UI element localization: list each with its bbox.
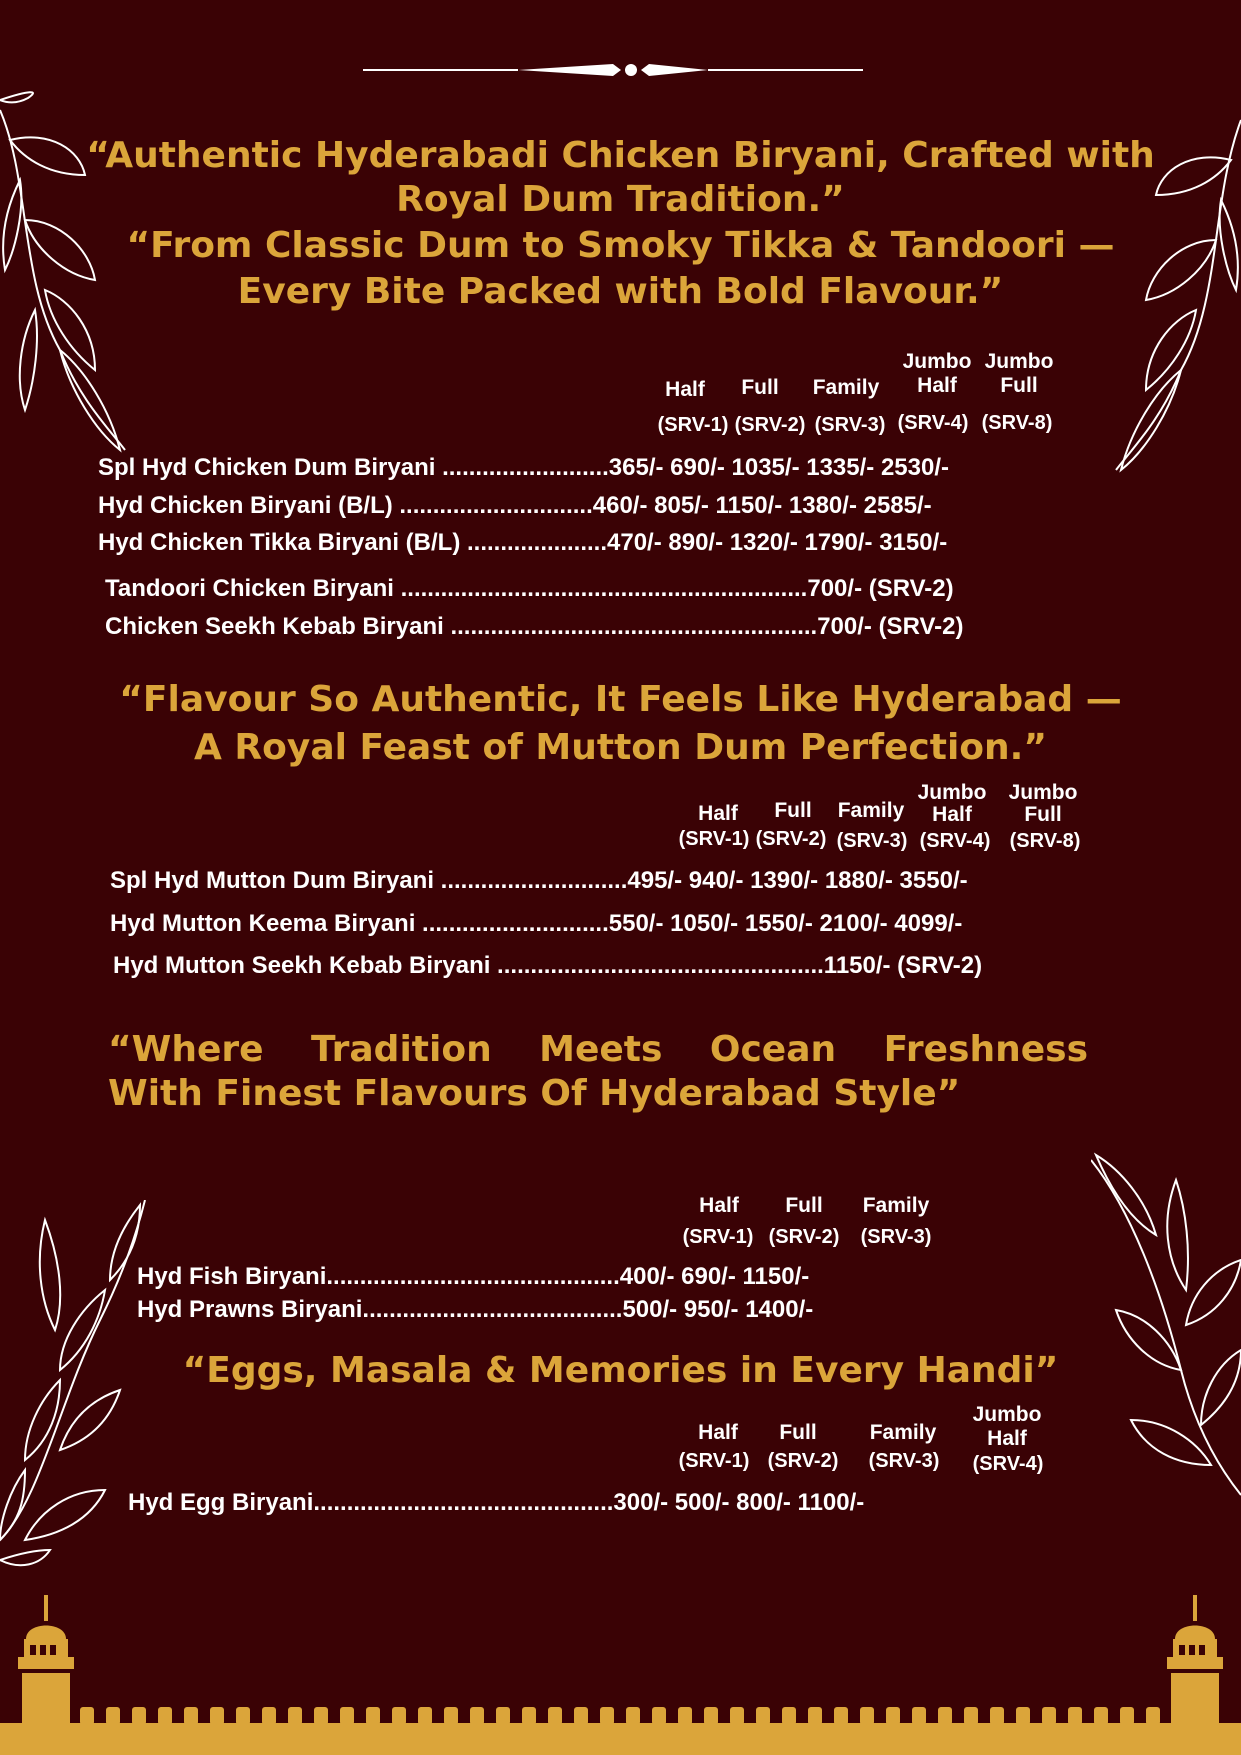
- wall-merlon: [730, 1707, 744, 1725]
- chicken-col-jumbo-half: Jumbo Half: [902, 350, 972, 397]
- chicken-col-full: Full: [741, 376, 779, 399]
- wall-merlon: [132, 1707, 146, 1725]
- mutton-col-family: Family: [837, 799, 905, 822]
- seafood-heading-line-1: “Where Tradition Meets Ocean Freshness: [108, 1029, 1088, 1070]
- wall-merlon: [990, 1707, 1004, 1725]
- wall-merlon: [470, 1707, 484, 1725]
- wall-merlon: [80, 1707, 94, 1725]
- seafood-heading-line-2: With Finest Flavours Of Hyderabad Style”: [108, 1073, 961, 1114]
- wall-merlon: [912, 1707, 926, 1725]
- seafood-col-full: Full: [785, 1194, 823, 1217]
- wall-merlon: [392, 1707, 406, 1725]
- wall-merlon: [704, 1707, 718, 1725]
- wall-merlon: [158, 1707, 172, 1725]
- wall-merlon: [496, 1707, 510, 1725]
- egg-srv-1: (SRV-1): [678, 1450, 750, 1472]
- wall-merlon: [756, 1707, 770, 1725]
- wall-merlon: [288, 1707, 302, 1725]
- chicken-row-5: Chicken Seekh Kebab Biryani .......................................................700/- (SRV-2): [105, 613, 964, 640]
- mutton-col-full: Full: [774, 799, 812, 822]
- chicken-row-1: Spl Hyd Chicken Dum Biryani .........................365/- 690/- 1035/- 1335/- 2530/-: [98, 454, 950, 481]
- mutton-heading-line-2: A Royal Feast of Mutton Dum Perfection.”: [194, 727, 1047, 768]
- wall-merlon: [1094, 1707, 1108, 1725]
- chicken-col-jumbo-full: Jumbo Full: [984, 350, 1054, 397]
- palace-silhouette-footer: [0, 1595, 1241, 1755]
- wall-merlon: [808, 1707, 822, 1725]
- wall-merlon: [184, 1707, 198, 1725]
- wall-merlon: [600, 1707, 614, 1725]
- wall-merlon: [236, 1707, 250, 1725]
- wall-merlon: [860, 1707, 874, 1725]
- chicken-row-4: Tandoori Chicken Biryani .............................................................700/- (SRV-2): [105, 575, 954, 602]
- wall-merlon: [522, 1707, 536, 1725]
- wall-merlon: [106, 1707, 120, 1725]
- wall-merlon: [1068, 1707, 1082, 1725]
- wall-merlon: [782, 1707, 796, 1725]
- mutton-srv-8: (SRV-8): [1009, 830, 1081, 852]
- chicken-heading-line-3: “From Classic Dum to Smoky Tikka & Tandoori —: [126, 225, 1115, 266]
- chicken-srv-1: (SRV-1): [657, 414, 729, 436]
- wall-merlon: [964, 1707, 978, 1725]
- chicken-row-3: Hyd Chicken Tikka Biryani (B/L) .....................470/- 890/- 1320/- 1790/- 3150/-: [98, 529, 948, 556]
- top-divider-ornament: [363, 58, 863, 82]
- leaf-branch-bottom-right-icon: [1091, 1150, 1241, 1510]
- egg-srv-3: (SRV-3): [868, 1450, 940, 1472]
- seafood-srv-2: (SRV-2): [768, 1226, 840, 1248]
- chicken-row-2: Hyd Chicken Biryani (B/L) .............................460/- 805/- 1150/- 1380/- 2585/-: [98, 492, 932, 519]
- mutton-row-1: Spl Hyd Mutton Dum Biryani ............................495/- 940/- 1390/- 1880/- 3550/-: [110, 867, 968, 894]
- chicken-heading-line-2: Royal Dum Tradition.”: [396, 179, 845, 220]
- wall-merlon: [444, 1707, 458, 1725]
- chicken-heading-line-4: Every Bite Packed with Bold Flavour.”: [237, 271, 1004, 312]
- mutton-srv-3: (SRV-3): [836, 830, 908, 852]
- mutton-srv-2: (SRV-2): [755, 828, 827, 850]
- mutton-row-2: Hyd Mutton Keema Biryani ............................550/- 1050/- 1550/- 2100/- 4099/-: [110, 910, 963, 937]
- chicken-col-family: Family: [812, 376, 880, 399]
- mutton-col-jumbo-full: Jumbo Full: [1008, 781, 1078, 826]
- wall-merlon: [262, 1707, 276, 1725]
- wall-merlon: [548, 1707, 562, 1725]
- seafood-srv-1: (SRV-1): [682, 1226, 754, 1248]
- mutton-srv-1: (SRV-1): [678, 828, 750, 850]
- wall-merlon: [1120, 1707, 1134, 1725]
- wall-merlon: [1016, 1707, 1030, 1725]
- seafood-col-half: Half: [699, 1194, 739, 1217]
- wall-merlon: [314, 1707, 328, 1725]
- wall-merlon: [626, 1707, 640, 1725]
- wall-merlon: [886, 1707, 900, 1725]
- mutton-col-jumbo-half: Jumbo Half: [917, 781, 987, 826]
- chicken-srv-3: (SRV-3): [814, 414, 886, 436]
- egg-row-1: Hyd Egg Biryani.............................................300/- 500/- 800/- 1100/-: [128, 1489, 865, 1516]
- wall-merlon: [1042, 1707, 1056, 1725]
- egg-col-jumbo-half: Jumbo Half: [972, 1403, 1042, 1450]
- egg-heading: “Eggs, Masala & Memories in Every Handi”: [182, 1350, 1059, 1391]
- wall-merlon: [366, 1707, 380, 1725]
- wall-merlon: [210, 1707, 224, 1725]
- chicken-col-half: Half: [665, 378, 705, 401]
- seafood-row-1: Hyd Fish Biryani............................................400/- 690/- 1150/-: [137, 1263, 810, 1290]
- mutton-row-3: Hyd Mutton Seekh Kebab Biryani .................................................1150/- (SRV-2): [113, 952, 983, 979]
- wall-merlon: [418, 1707, 432, 1725]
- seafood-row-2: Hyd Prawns Biryani.......................................500/- 950/- 1400/-: [137, 1296, 814, 1323]
- seafood-col-family: Family: [862, 1194, 930, 1217]
- wall-merlon: [1146, 1707, 1160, 1725]
- mutton-col-half: Half: [698, 802, 738, 825]
- egg-srv-4: (SRV-4): [972, 1453, 1044, 1475]
- chicken-srv-2: (SRV-2): [734, 414, 806, 436]
- seafood-srv-3: (SRV-3): [860, 1226, 932, 1248]
- egg-col-half: Half: [698, 1421, 738, 1444]
- mutton-srv-4: (SRV-4): [919, 830, 991, 852]
- wall-merlon: [574, 1707, 588, 1725]
- egg-col-family: Family: [869, 1421, 937, 1444]
- egg-srv-2: (SRV-2): [767, 1450, 839, 1472]
- mutton-heading-line-1: “Flavour So Authentic, It Feels Like Hyderabad —: [119, 679, 1122, 720]
- chicken-srv-4: (SRV-4): [897, 412, 969, 434]
- egg-col-full: Full: [779, 1421, 817, 1444]
- wall-merlon: [834, 1707, 848, 1725]
- wall-merlon: [652, 1707, 666, 1725]
- chicken-srv-8: (SRV-8): [981, 412, 1053, 434]
- wall-merlon: [678, 1707, 692, 1725]
- chicken-heading-line-1: “Authentic Hyderabadi Chicken Biryani, Crafted with: [86, 135, 1155, 176]
- wall-merlon: [938, 1707, 952, 1725]
- wall-merlon: [340, 1707, 354, 1725]
